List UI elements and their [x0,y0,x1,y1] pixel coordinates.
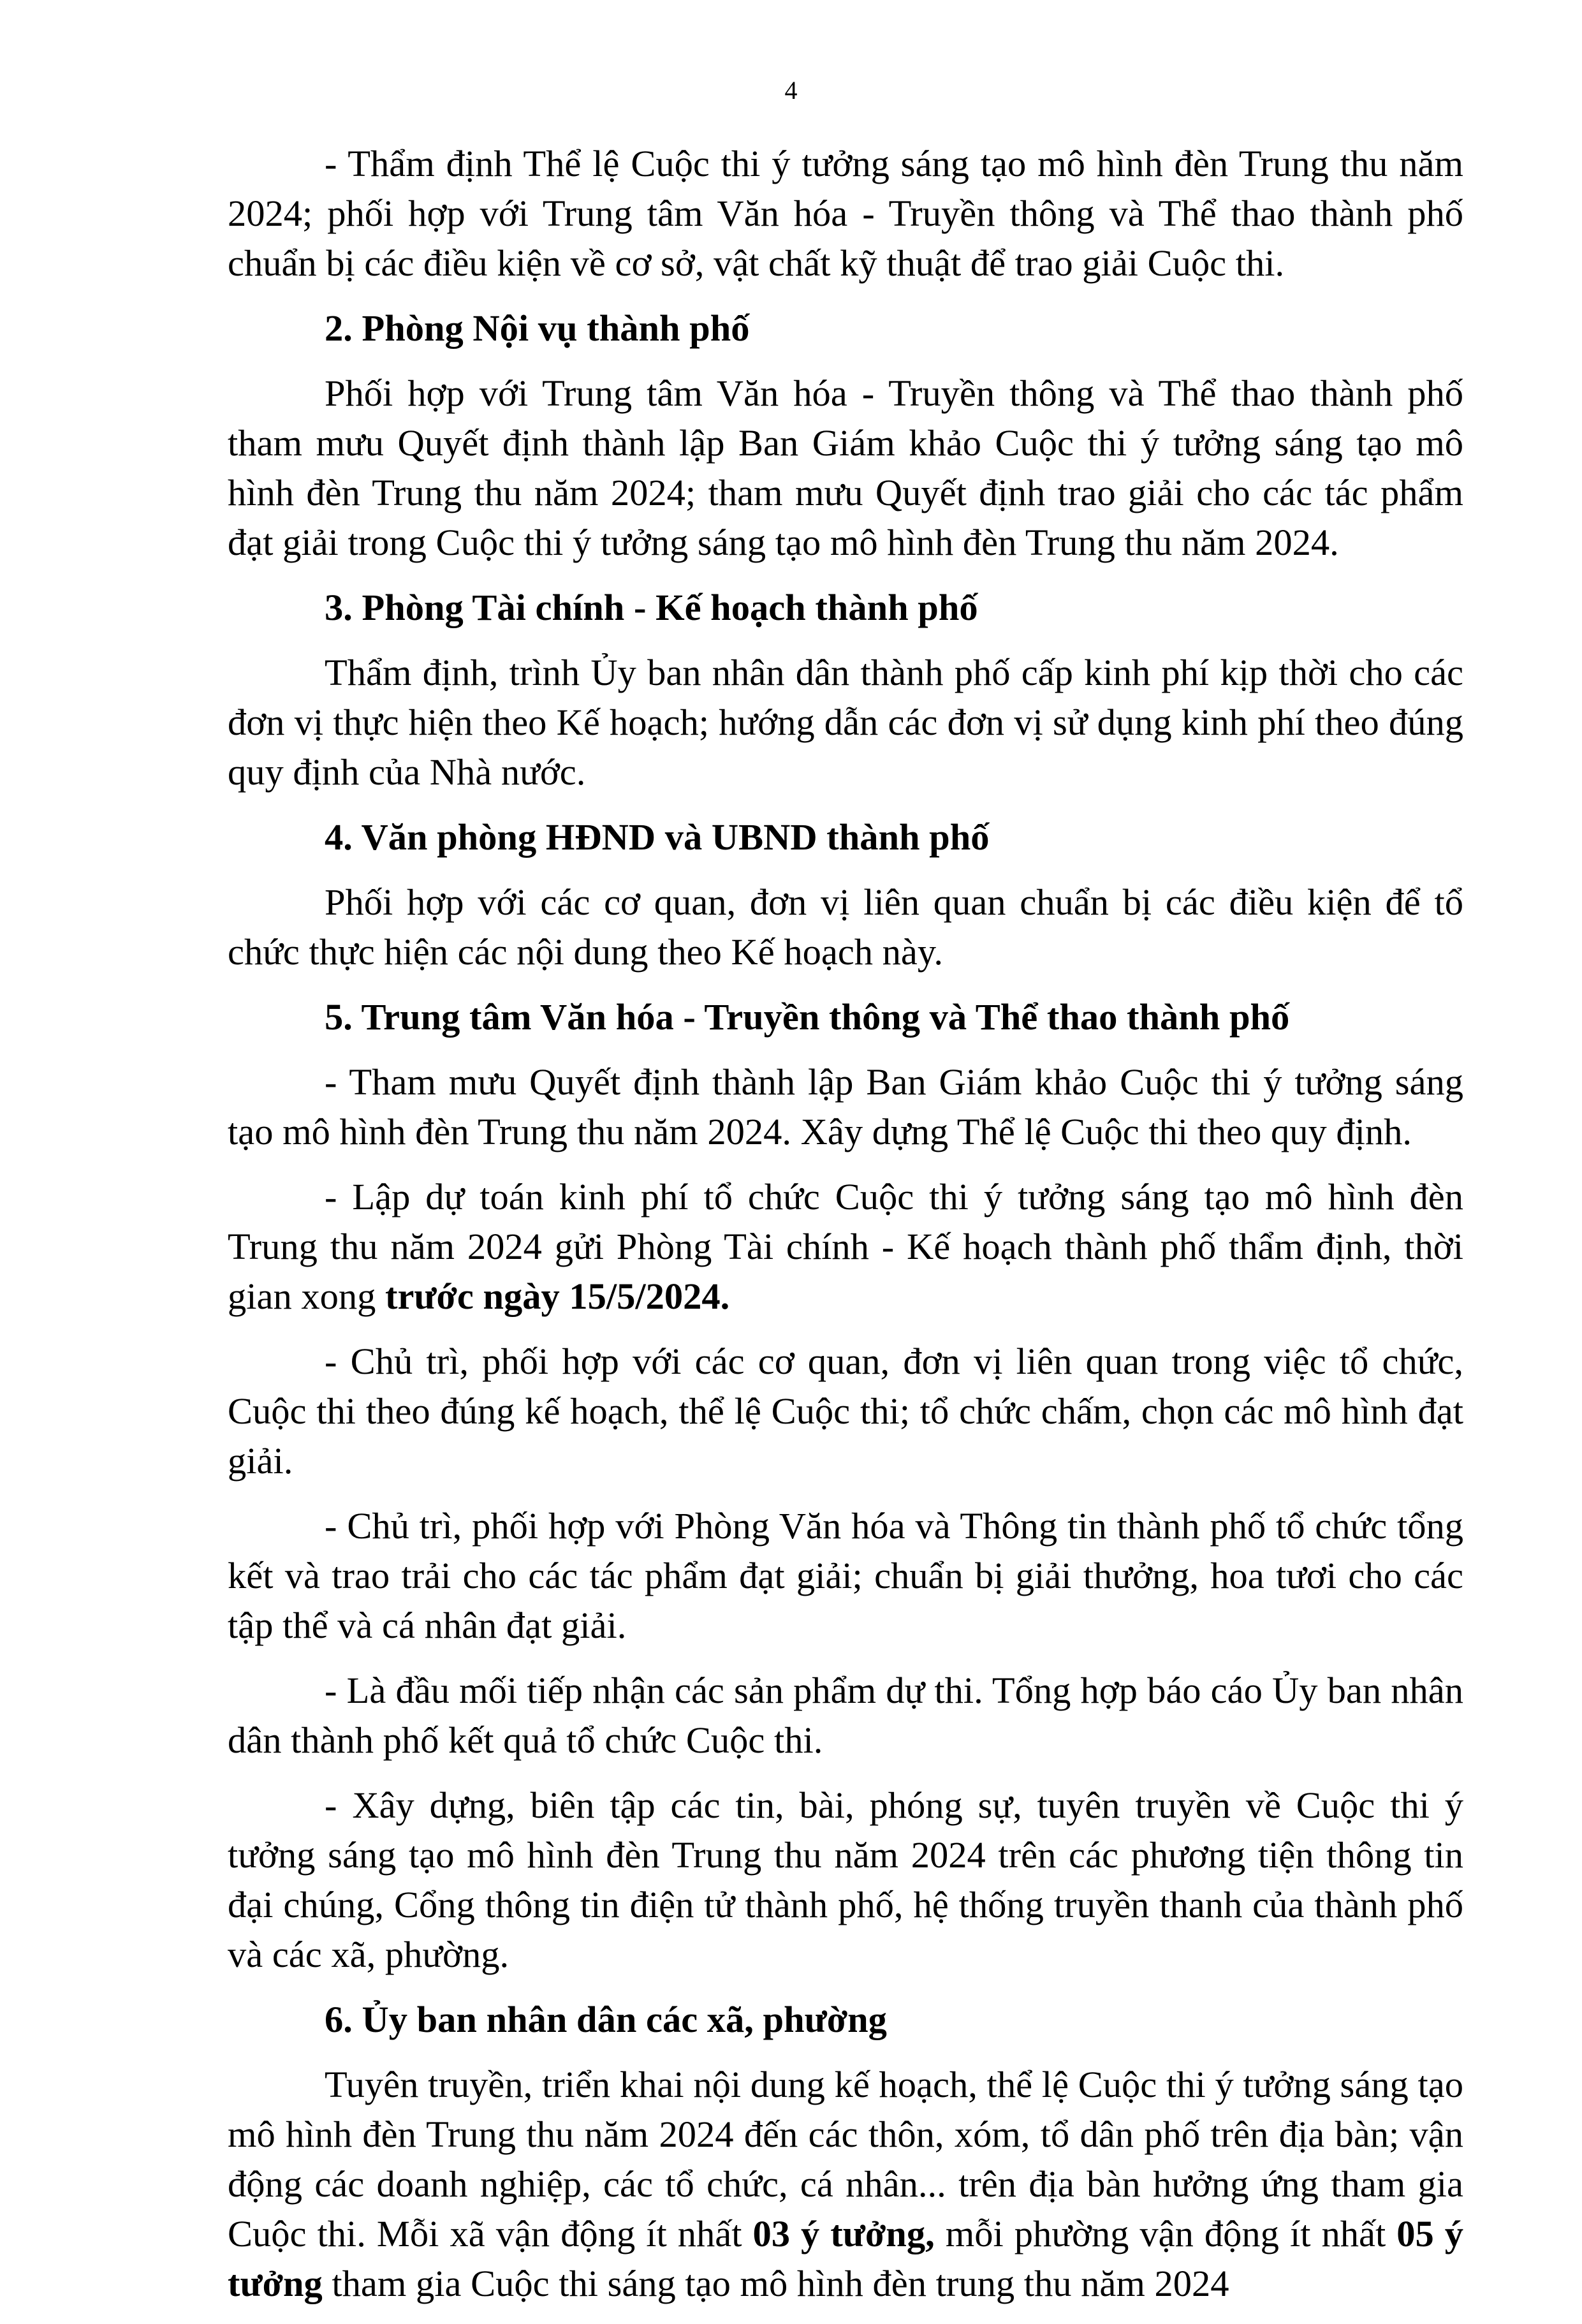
paragraph-finance: Thẩm định, trình Ủy ban nhân dân thành phố cấp kinh phí kịp thời cho các đơn vị thực hiện theo Kế hoạch; hướng dẫn các đơn vị sử dụng kinh phí theo đúng quy định của Nhà nước. [228,652,1463,793]
section-heading-5: 5. Trung tâm Văn hóa - Truyền thông và Thể thao thành phố [325,996,1290,1038]
section-heading-6: 6. Ủy ban nhân dân các xã, phường [325,1999,887,2040]
text-run: - Lập dự toán kinh phí tổ chức Cuộc thi ý tưởng sáng tạo mô hình đèn Trung thu năm 2024 gửi Phòng Tài chính - Kế hoạch thành phố thẩm định, thời gian xong [228,1176,1463,1317]
section-heading-2: 2. Phòng Nội vụ thành phố [325,307,750,349]
paragraph-advise-jury: - Tham mưu Quyết định thành lập Ban Giám khảo Cuộc thi ý tưởng sáng tạo mô hình đèn Trung thu năm 2024. Xây dựng Thể lệ Cuộc thi theo quy định. [228,1061,1463,1152]
paragraph-office: Phối hợp với các cơ quan, đơn vị liên quan chuẩn bị các điều kiện để tổ chức thực hiện các nội dung theo Kế hoạch này. [228,881,1463,973]
ward-quota-text: 05 ý tưởng [228,2213,1464,2304]
section-heading-3: 3. Phòng Tài chính - Kế hoạch thành phố [325,587,978,628]
paragraph-home-affairs: Phối hợp với Trung tâm Văn hóa - Truyền thông và Thể thao thành phố tham mưu Quyết định thành lập Ban Giám khảo Cuộc thi ý tưởng sáng tạo mô hình đèn Trung thu năm 2024; tham mưu Quyết định trao giải cho các tác phẩm đạt giải trong Cuộc thi ý tưởng sáng tạo mô hình đèn Trung thu năm 2024. [228,372,1463,563]
text-run: mỗi phường vận động ít nhất [934,2213,1397,2254]
text-run: Tuyên truyền, triển khai nội dung kế hoạch, thể lệ Cuộc thi ý tưởng sáng tạo mô hình đèn Trung thu năm 2024 đến các thôn, xóm, tổ dân phố trên địa bàn; vận động các doanh nghiệp, các tổ chức, cá nhân... trên địa bàn hưởng ứng tham gia Cuộc thi. Mỗi xã vận động ít nhất [228,2064,1463,2254]
paragraph-budget-estimate [228,1172,1463,1321]
paragraph-media: - Xây dựng, biên tập các tin, bài, phóng sự, tuyên truyền về Cuộc thi ý tưởng sáng tạo mô hình đèn Trung thu năm 2024 trên các phương tiện thông tin đại chúng, Cổng thông tin điện tử thành phố, hệ thống truyền thanh của thành phố và các xã, phường. [228,1784,1463,1975]
paragraph-awards: - Chủ trì, phối hợp với Phòng Văn hóa và Thông tin thành phố tổ chức tổng kết và trao trải cho các tác phẩm đạt giải; chuẩn bị giải thưởng, hoa tươi cho các tập thể và cá nhân đạt giải. [228,1505,1463,1646]
commune-quota-text: 03 ý tưởng, [752,2213,935,2254]
page-number: 4 [784,76,798,105]
section-heading-4: 4. Văn phòng HĐND và UBND thành phố [325,816,990,858]
deadline-text: trước ngày 15/5/2024. [385,1276,730,1317]
text-run: tham gia Cuộc thi sáng tạo mô hình đèn trung thu năm 2024 [322,2263,1229,2304]
paragraph-focal-point: - Là đầu mối tiếp nhận các sản phẩm dự thi. Tổng hợp báo cáo Ủy ban nhân dân thành phố kết quả tổ chức Cuộc thi. [228,1670,1463,1761]
document-body [228,139,1463,2324]
paragraph-communes-wards [228,2060,1463,2309]
paragraph-organize-contest: - Chủ trì, phối hợp với các cơ quan, đơn vị liên quan trong việc tổ chức, Cuộc thi theo đúng kế hoạch, thể lệ Cuộc thi; tổ chức chấm, chọn các mô hình đạt giải. [228,1341,1463,1482]
paragraph-appraise-rules: - Thẩm định Thể lệ Cuộc thi ý tưởng sáng tạo mô hình đèn Trung thu năm 2024; phối hợp với Trung tâm Văn hóa - Truyền thông và Thể thao thành phố chuẩn bị các điều kiện về cơ sở, vật chất kỹ thuật để trao giải Cuộc thi. [228,143,1463,284]
